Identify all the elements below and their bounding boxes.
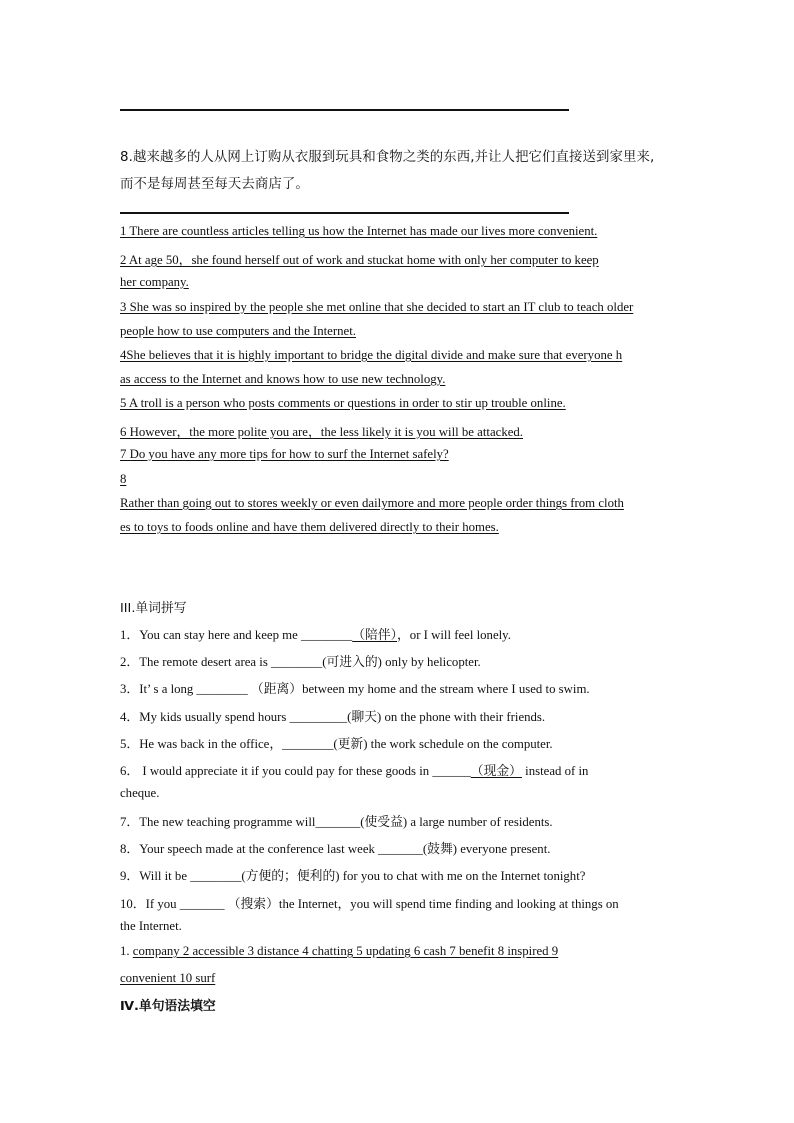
- section-3-heading: III.单词拼写: [120, 601, 187, 616]
- spelling-question-9: 9．Will it be ________(方便的；便利的) for you to chat with me on the Internet tonight?: [120, 869, 586, 883]
- spelling-question-6: [120, 760, 588, 779]
- answer-3: 3 She was so inspired by the people she met online that she decided to start an IT club to teach older: [120, 300, 634, 314]
- spelling-question-5: 5．He was back in the office，________(更新) the work schedule on the computer.: [120, 737, 553, 751]
- spelling-question-8: 8．Your speech made at the conference last week _______(鼓舞) everyone present.: [120, 842, 551, 856]
- answer-key-prefix: 1.: [120, 944, 133, 958]
- answer-5: 5 A troll is a person who posts comments or questions in order to stir up trouble online.: [120, 396, 566, 410]
- spelling-question-6-cont: cheque.: [120, 786, 160, 800]
- answer-3-cont: people how to use computers and the Internet.: [120, 324, 356, 338]
- q6-hint: （现金）: [470, 764, 522, 778]
- answer-2-cont: her company.: [120, 275, 189, 289]
- answer-6: 6 However，the more polite you are，the less likely it is you will be attacked.: [120, 425, 523, 439]
- spelling-question-7: 7．The new teaching programme will_______(使受益) a large number of residents.: [120, 815, 553, 829]
- answer-key-words: company 2 accessible 3 distance 4 chatting 5 updating 6 cash 7 benefit 8 inspired 9: [132, 944, 559, 958]
- spelling-question-1: [120, 624, 511, 643]
- answer-4-cont: as access to the Internet and knows how to use new technology.: [120, 372, 446, 386]
- spelling-question-3: 3．It’ s a long ________ （距离）between my home and the stream where I used to swim.: [120, 682, 590, 696]
- answer-8-cont: es to toys to foods online and have them delivered directly to their homes.: [120, 520, 499, 534]
- q1-hint: （陪伴）: [352, 628, 397, 642]
- q6-text-c: instead of in: [521, 764, 589, 778]
- answer-line-7: [120, 109, 569, 111]
- answer-8-number: 8: [120, 472, 127, 486]
- spelling-question-4: 4．My kids usually spend hours _________(聊天) on the phone with their friends.: [120, 710, 546, 724]
- spelling-question-10-cont: the Internet.: [120, 919, 182, 933]
- answer-4: 4She believes that it is highly important to bridge the digital divide and make sure that everyone h: [120, 348, 623, 362]
- spelling-question-2: 2．The remote desert area is ________(可进入的) only by helicopter.: [120, 655, 481, 669]
- answer-2: 2 At age 50，she found herself out of work and stuckat home with only her computer to keep: [120, 253, 599, 267]
- answer-line-8: [120, 212, 569, 214]
- section-4-heading: Ⅳ.单句语法填空: [120, 999, 216, 1014]
- q6-text-a: 6． I would appreciate it if you could pay for these goods in ______: [120, 764, 471, 778]
- spelling-question-10: 10．If you _______ （搜索）the Internet，you will spend time finding and looking at things on: [120, 897, 619, 911]
- spelling-answer-key-line-1: [120, 944, 558, 959]
- q1-text-c: ，or I will feel lonely.: [397, 628, 511, 642]
- question-8-line-1: 8.越来越多的人从网上订购从衣服到玩具和食物之类的东西,并让人把它们直接送到家里来,: [120, 150, 655, 165]
- question-8-line-2: 而不是每周甚至每天去商店了。: [120, 177, 309, 192]
- answer-7: 7 Do you have any more tips for how to surf the Internet safely?: [120, 447, 449, 461]
- q1-text-a: 1．You can stay here and keep me ________: [120, 628, 353, 642]
- answer-1: 1 There are countless articles telling us how the Internet has made our lives more convenient.: [120, 224, 598, 238]
- answer-8: Rather than going out to stores weekly or even dailymore and more people order things from cloth: [120, 496, 624, 510]
- spelling-answer-key-line-2: convenient 10 surf: [120, 971, 216, 985]
